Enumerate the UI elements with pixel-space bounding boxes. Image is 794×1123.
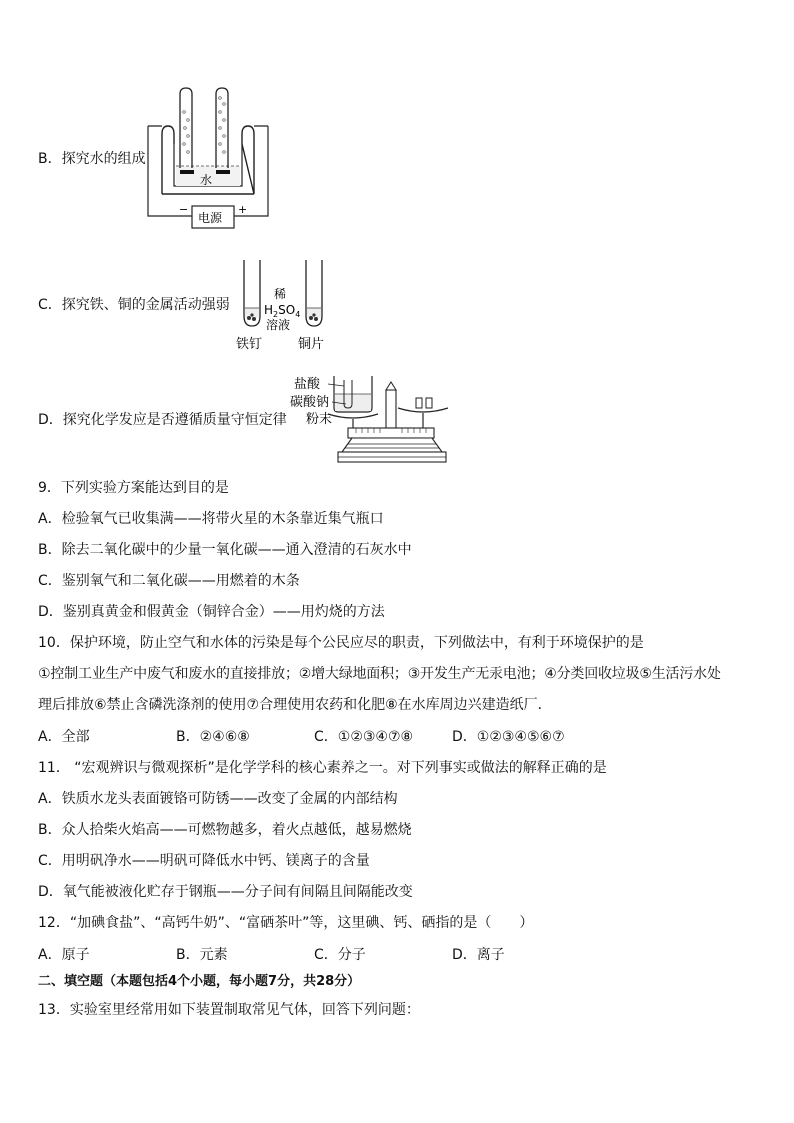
q10-options	[38, 728, 758, 746]
option-d-label: D．探究化学发应是否遵循质量守恒定律	[38, 412, 287, 428]
acid-formula: $H_2SO_4$	[264, 303, 301, 319]
copper-sheet-label: 铜片	[298, 337, 325, 352]
negative-terminal: −	[179, 203, 189, 216]
acid-label-line1: 稀	[274, 287, 287, 301]
q10-stem: 10．保护环境，防止空气和水体的污染是每个公民应尽的职责，下列做法中，有利于环境保护的是	[38, 635, 644, 651]
q9-option-c: C．鉴别氧气和二氧化碳——用燃着的木条	[38, 573, 300, 589]
q12-options	[38, 946, 758, 964]
q12-option-c: C．分子	[314, 947, 366, 963]
q12-stem: 12．“加碘食盐”、“高钙牛奶”、“富硒茶叶”等，这里碘、钙、硒指的是（ ）	[38, 915, 534, 931]
balance-figure	[290, 372, 454, 468]
q11-option-d: D．氧气能被液化贮存于钢瓶——分子间有间隔且间隔能改变	[38, 884, 413, 900]
q9-stem: 9．下列实验方案能达到目的是	[38, 480, 229, 496]
metal-activity-test-tubes-figure	[234, 258, 334, 354]
q10-items-line2: 理后排放⑥禁止含磷洗涤剂的使用⑦合理使用农药和化肥⑧在水库周边兴建造纸厂．	[38, 697, 552, 713]
q11-option-a: A．铁质水龙头表面镀铬可防锈——改变了金属的内部结构	[38, 791, 398, 807]
power-supply-label: 电源	[198, 211, 223, 225]
q10-option-a: A．全部	[38, 729, 90, 745]
section-2-title: 二、填空题（本题包括4个小题，每小题7分，共28分）	[38, 974, 361, 989]
iron-nail-label: 铁钉	[236, 337, 263, 352]
positive-terminal: +	[238, 203, 248, 216]
q12-option-b: B．元素	[176, 947, 228, 963]
q12-option-a: A．原子	[38, 947, 90, 963]
q9-option-a: A．检验氧气已收集满——将带火星的木条靠近集气瓶口	[38, 511, 384, 527]
electrolysis-apparatus-figure	[146, 86, 270, 234]
q10-option-b: B．②④⑥⑧	[176, 729, 250, 745]
q9-option-b: B．除去二氧化碳中的少量一氧化碳——通入澄清的石灰水中	[38, 542, 412, 558]
q12-option-d: D．离子	[452, 947, 505, 963]
q10-option-c: C．①②③④⑦⑧	[314, 729, 414, 745]
sodium-carbonate-label: 碳酸钠	[290, 395, 330, 410]
q11-stem: 11． “宏观辨识与微观探析”是化学学科的核心素养之一。对下列事实或做法的解释正确的是	[38, 760, 607, 776]
powder-label: 粉末	[306, 412, 333, 427]
hcl-label: 盐酸	[294, 377, 321, 392]
q13-stem: 13．实验室里经常用如下装置制取常见气体，回答下列问题：	[38, 1002, 420, 1018]
q10-items-line1: ①控制工业生产中废气和废水的直接排放；②增大绿地面积；③开发生产无汞电池；④分类回收垃圾⑤生活污水处	[38, 666, 721, 682]
q9-option-d: D．鉴别真黄金和假黄金（铜锌合金）——用灼烧的方法	[38, 604, 385, 620]
q10-option-d: D．①②③④⑤⑥⑦	[452, 729, 565, 745]
option-c-label: C．探究铁、铜的金属活动强弱	[38, 297, 230, 313]
water-label: 水	[200, 173, 213, 187]
q11-option-b: B．众人拾柴火焰高——可燃物越多，着火点越低，越易燃烧	[38, 822, 412, 838]
option-b-label: B．探究水的组成	[38, 151, 146, 167]
acid-label-line3: 溶液	[266, 318, 291, 332]
q11-option-c: C．用明矾净水——明矾可降低水中钙、镁离子的含量	[38, 853, 370, 869]
